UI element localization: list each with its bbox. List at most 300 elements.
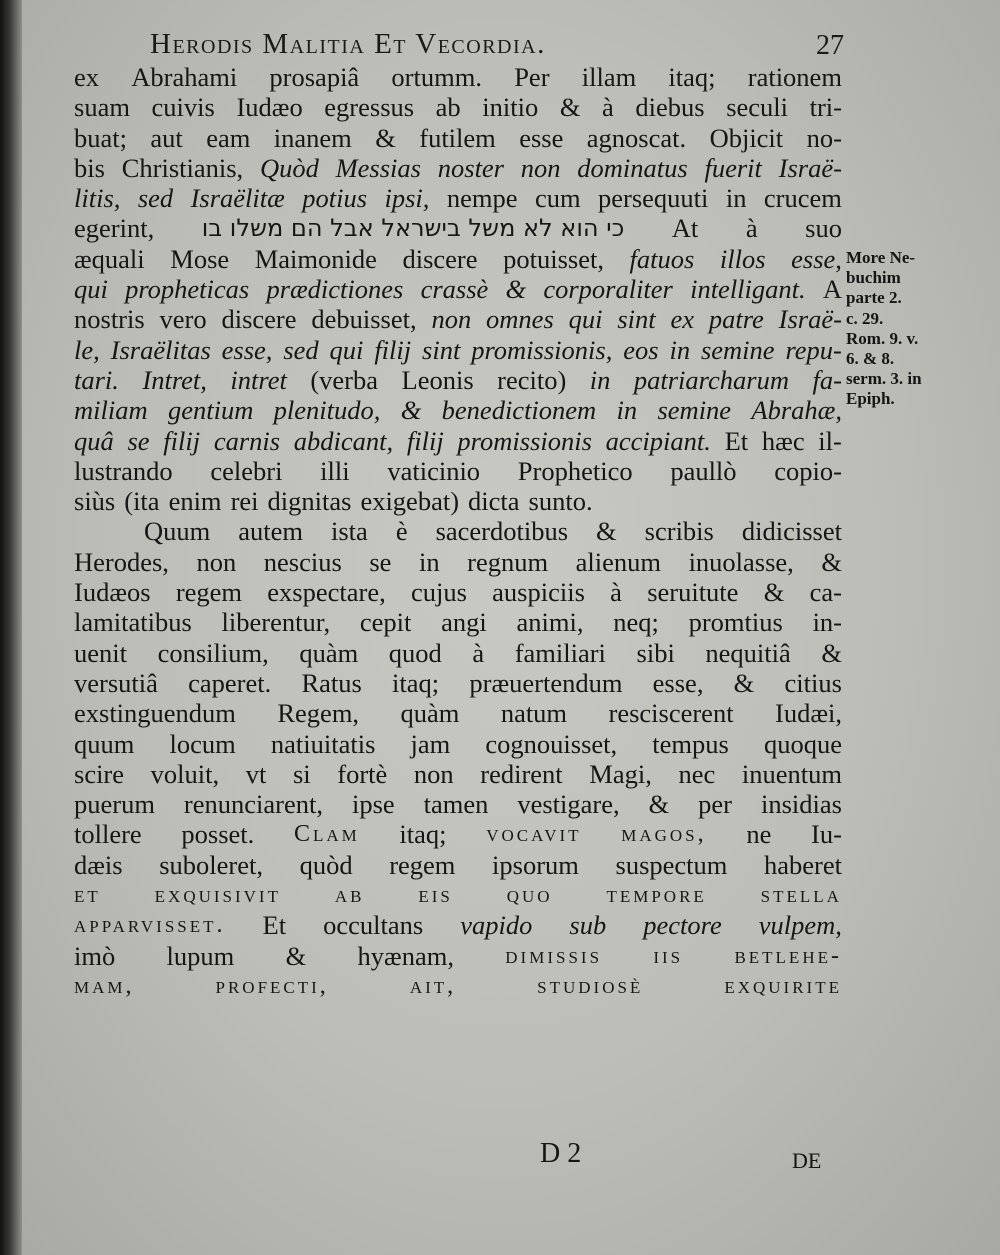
text-word: itaq;	[399, 819, 447, 850]
text-word: quo	[506, 882, 553, 909]
text-word: esse,	[652, 667, 704, 698]
text-word: à	[472, 637, 485, 668]
text-word: intelligant.	[690, 274, 806, 305]
text-line	[74, 638, 842, 668]
text-word: tari.	[74, 364, 119, 395]
text-line	[74, 426, 842, 456]
text-word: Et	[724, 425, 749, 456]
text-line	[74, 183, 842, 213]
text-line	[74, 456, 842, 486]
text-word: propheticas	[125, 274, 250, 305]
text-word: vaticinio	[387, 455, 481, 486]
text-word: Iudæi,	[775, 698, 842, 729]
text-word: Et	[262, 910, 287, 941]
text-word: Prophetico	[517, 455, 633, 486]
text-word: crucem	[763, 183, 842, 214]
text-word: Herodes,	[74, 546, 169, 577]
text-word: itaq;	[668, 62, 716, 92]
text-word: hæc	[761, 425, 805, 456]
text-word: ab	[334, 882, 365, 909]
text-word: carnis	[213, 425, 281, 456]
text-word: neq;	[613, 607, 659, 638]
text-word: lustrando	[74, 455, 173, 486]
text-word: no-	[806, 122, 842, 153]
text-word: Regem,	[277, 698, 360, 729]
text-word: ortumm.	[391, 62, 482, 92]
text-word: intret	[230, 364, 287, 395]
text-word: inuolasse,	[688, 546, 794, 577]
text-word: Iu-	[811, 819, 842, 850]
text-word: prosapiâ	[269, 62, 360, 92]
text-line	[74, 607, 842, 637]
text-word: alienum	[575, 546, 662, 577]
text-word: &	[559, 92, 581, 123]
text-line	[74, 698, 842, 728]
text-word: pectore	[643, 910, 722, 941]
text-word: posset.	[181, 819, 255, 850]
text-word: Israëlitæ	[190, 183, 285, 214]
text-word: ne	[746, 819, 772, 850]
text-word: exigebat)	[360, 486, 460, 517]
text-word: in	[589, 364, 611, 395]
text-word: discere	[402, 243, 478, 274]
text-word: litis,	[74, 183, 121, 214]
text-word: magos,	[621, 821, 707, 848]
text-word: qui	[74, 274, 108, 305]
text-word: dimissis	[505, 942, 603, 969]
text-line	[74, 244, 842, 274]
text-word: redirent	[480, 758, 563, 789]
text-word: Ratus	[301, 667, 362, 698]
text-word: initio	[482, 92, 539, 123]
text-word: in	[616, 395, 638, 426]
text-word: &	[505, 274, 527, 305]
text-word: hyænam,	[357, 940, 454, 971]
gutter-shadow	[0, 0, 22, 1255]
text-word: caperet.	[188, 667, 272, 698]
text-word: esse,	[791, 243, 842, 274]
text-word: exquirite	[724, 972, 842, 999]
text-word: nempe	[446, 183, 518, 214]
text-line	[74, 153, 842, 183]
text-word: vocavit	[486, 821, 582, 848]
main-text	[74, 62, 842, 1001]
text-word: sacerdotibus	[435, 516, 569, 547]
text-word: fuerit	[704, 152, 762, 183]
text-line	[74, 92, 842, 122]
text-word: natiuitatis	[270, 728, 376, 759]
text-word: regem	[175, 577, 243, 608]
text-word: cepit	[359, 607, 412, 638]
text-word: potius	[302, 183, 368, 214]
text-word: per	[698, 789, 733, 820]
margin-note-line: serm. 3. in	[846, 369, 922, 389]
text-word: inanem	[273, 122, 352, 153]
text-word: vero	[159, 304, 207, 335]
text-word: patre	[708, 304, 764, 335]
text-word: fortè	[337, 758, 388, 789]
text-word: buat;	[74, 122, 127, 153]
text-word: locum	[169, 728, 236, 759]
text-word: &	[763, 577, 785, 608]
text-word: non	[413, 758, 454, 789]
text-word: cuivis	[151, 92, 215, 123]
text-word: quàm	[400, 698, 460, 729]
text-line	[74, 941, 842, 971]
text-word: et	[74, 882, 101, 909]
text-word: &	[648, 789, 670, 820]
text-word: betlehe-	[734, 942, 842, 969]
text-word: Clam	[293, 821, 360, 848]
text-word: crassè	[420, 274, 489, 305]
text-word: &	[285, 940, 307, 971]
text-word: inuentum	[741, 758, 842, 789]
text-word: (verba	[310, 364, 379, 395]
text-word: familiari	[514, 637, 606, 668]
text-word: nequitiâ	[705, 637, 791, 668]
text-word: quâ	[74, 425, 114, 456]
text-word: nostris	[74, 304, 145, 335]
text-word: Intret,	[142, 364, 207, 395]
text-word: cum	[534, 183, 581, 214]
text-word: Israë-	[778, 304, 842, 335]
text-word: suboleret,	[159, 849, 263, 880]
text-word: Christianis,	[121, 152, 244, 183]
text-word: non	[520, 152, 561, 183]
text-line	[74, 729, 842, 759]
text-word: scire	[74, 758, 125, 789]
text-word: qui	[329, 334, 364, 365]
text-word: recito)	[497, 364, 567, 395]
text-word: noster	[437, 152, 504, 183]
text-word: versutiâ	[74, 667, 158, 698]
text-word: patriarcharum	[633, 364, 789, 395]
text-word: natum	[500, 698, 568, 729]
text-word: celebri	[210, 455, 283, 486]
text-word: paullò	[670, 455, 737, 486]
text-word: le,	[74, 334, 100, 365]
text-word: cognouisset,	[485, 728, 618, 759]
text-word: angi	[441, 607, 487, 638]
text-word: quòd	[299, 849, 353, 880]
text-word: &	[821, 546, 842, 577]
text-word: tri-	[809, 92, 842, 123]
text-line	[74, 971, 842, 1001]
text-word: Israë-	[778, 152, 842, 183]
text-word: illi	[320, 455, 350, 486]
text-word: Per	[514, 62, 550, 92]
text-word: illos	[719, 243, 766, 274]
text-word: è	[395, 516, 408, 547]
text-word: nescius	[263, 546, 342, 577]
text-line	[74, 789, 842, 819]
text-word: Abrahami	[131, 62, 238, 92]
text-word: &	[596, 516, 617, 547]
text-word: consilium,	[157, 637, 269, 668]
text-word: eos	[623, 334, 659, 365]
text-word: rei	[230, 486, 259, 517]
text-word: quoque	[763, 728, 842, 759]
text-word: tamen	[423, 789, 489, 820]
text-line	[74, 365, 842, 395]
text-word: à	[745, 213, 758, 244]
text-word: filij	[374, 334, 412, 365]
text-word: filij	[163, 425, 201, 456]
text-word: exquisivit	[154, 882, 281, 909]
text-word: quod	[388, 637, 442, 668]
text-word: exstinguendum	[74, 698, 236, 729]
running-head	[150, 28, 844, 64]
text-word: sint	[617, 304, 656, 335]
text-word: dominatus	[577, 152, 688, 183]
text-word: Mose	[170, 243, 230, 274]
text-word: ex	[74, 62, 100, 92]
text-word: si	[292, 758, 311, 789]
text-word: stella	[760, 882, 842, 909]
text-word: esse,	[221, 334, 273, 365]
text-word: Messias	[335, 152, 421, 183]
text-word: insidias	[760, 789, 842, 820]
text-word: voluit,	[150, 758, 220, 789]
text-word: à	[602, 92, 614, 123]
text-word: כי הוא לא משל בישראל אבל הם משלו בו	[201, 214, 625, 243]
text-word: in-	[812, 607, 842, 638]
text-line	[74, 395, 842, 425]
text-word: apparvisset.	[74, 912, 226, 939]
text-word: debuisset,	[311, 304, 417, 335]
text-word: liberentur,	[221, 607, 331, 638]
text-word: Iudæos	[74, 577, 151, 608]
text-word: A	[822, 274, 842, 305]
text-word: quum	[74, 728, 135, 759]
text-word: vapido	[460, 910, 533, 941]
text-word: eis	[418, 882, 453, 909]
text-line	[74, 819, 842, 849]
text-line	[74, 577, 842, 607]
text-word: haberet	[764, 849, 842, 880]
text-word: Maimonide	[254, 243, 377, 274]
text-word: Quum	[144, 516, 211, 547]
text-line	[74, 910, 842, 940]
text-word: &	[733, 667, 755, 698]
text-word: autem	[238, 516, 303, 547]
text-word: filij	[406, 425, 444, 456]
margin-note-line: buchim	[846, 268, 901, 288]
text-word: suam	[74, 92, 130, 123]
text-word: rationem	[747, 62, 842, 92]
margin-note-line: Epiph.	[846, 389, 895, 409]
text-line	[74, 213, 842, 243]
text-word: &	[821, 637, 842, 668]
text-word: citius	[784, 667, 842, 698]
text-word: vt	[245, 758, 267, 789]
text-word: regnum	[467, 546, 549, 577]
text-word: egressus	[324, 92, 415, 123]
text-word: ca-	[809, 577, 842, 608]
text-word: seculi	[726, 92, 788, 123]
text-word: lamitatibus	[74, 607, 192, 638]
text-word: sed	[283, 334, 319, 365]
text-word: agnoscat.	[586, 122, 687, 153]
text-word: ipsi,	[384, 183, 430, 214]
text-word: Iudæo	[236, 92, 303, 123]
text-word: copio-	[774, 455, 842, 486]
text-word: auspiciis	[492, 577, 585, 608]
text-word: miliam	[74, 395, 148, 426]
text-line	[74, 547, 842, 577]
page-number: 27	[816, 30, 844, 61]
text-word: Leonis	[401, 364, 474, 395]
text-word: persequuti	[598, 183, 709, 214]
text-word: potuisset,	[503, 243, 604, 274]
text-word: iis	[653, 942, 684, 969]
text-word: ipsorum	[492, 849, 579, 880]
text-word: At	[671, 213, 699, 244]
text-word: Quòd	[259, 152, 319, 183]
text-line	[74, 850, 842, 880]
text-word: imò	[74, 940, 116, 971]
text-word: dignitas	[267, 486, 352, 517]
text-word: scribis	[644, 516, 714, 547]
text-word: promtius	[688, 607, 783, 638]
text-word: tollere	[74, 819, 142, 850]
text-word: puerum	[74, 789, 155, 820]
margin-note-line: Rom. 9. v.	[846, 328, 919, 348]
text-line	[74, 274, 842, 304]
text-word: semine	[657, 395, 732, 426]
margin-note-line: parte 2.	[846, 288, 902, 308]
text-word: esse	[519, 122, 564, 153]
text-word: lupum	[166, 940, 235, 971]
text-word: sibi	[636, 637, 675, 668]
text-word: ex	[670, 304, 694, 335]
text-word: fatuos	[629, 243, 695, 274]
text-word: Objicit	[709, 122, 784, 153]
text-word: quàm	[299, 637, 359, 668]
text-word: aut	[150, 122, 183, 153]
running-title: Herodis Malitia Et Vecordia.	[150, 28, 546, 60]
text-word: resciscerent	[608, 698, 734, 729]
text-word: dicta	[468, 486, 520, 517]
text-word: sub	[569, 910, 607, 941]
text-word: se	[127, 425, 150, 456]
text-word: discere	[221, 304, 297, 335]
text-word: semine	[700, 334, 775, 365]
text-word: mam,	[74, 972, 135, 999]
text-word: regem	[389, 849, 456, 880]
catchword: DE	[792, 1148, 822, 1173]
text-word: nec	[678, 758, 716, 789]
text-word: tempus	[652, 728, 729, 759]
text-word: futilem	[419, 122, 496, 153]
text-word: enim	[168, 486, 222, 517]
text-word: egerint,	[74, 213, 155, 244]
text-word: studiosè	[537, 972, 644, 999]
text-word: in	[725, 183, 747, 214]
text-word: à	[610, 577, 622, 608]
text-word: prædictiones	[266, 274, 404, 305]
text-word: exspectare,	[267, 577, 386, 608]
text-word: Abrahæ,	[751, 395, 842, 426]
text-word: fa-	[812, 364, 842, 395]
text-word: (ita	[124, 486, 160, 517]
text-word: ipse	[351, 789, 395, 820]
text-word: in	[418, 546, 440, 577]
text-word: sint	[422, 334, 461, 365]
text-word: gentium	[167, 395, 254, 426]
text-line	[74, 335, 842, 365]
margin-note-line: c. 29.	[846, 308, 884, 328]
text-word: uenit	[74, 637, 127, 668]
text-word: occultans	[323, 910, 424, 941]
text-word: qui	[568, 304, 603, 335]
text-word: jam	[410, 728, 451, 759]
text-word: plenitudo,	[273, 395, 381, 426]
text-word: sunto.	[528, 486, 593, 517]
text-word: suspectum	[615, 849, 728, 880]
text-word: dæis	[74, 849, 123, 880]
text-word: abdicant,	[293, 425, 394, 456]
text-word: &	[400, 395, 422, 426]
text-word: itaq;	[392, 667, 440, 698]
text-word: cujus	[410, 577, 467, 608]
text-word: tempore	[606, 882, 707, 909]
text-word: præuertendum	[469, 667, 623, 698]
text-word: non	[431, 304, 472, 335]
text-word: &	[375, 122, 396, 153]
text-word: vulpem,	[758, 910, 842, 941]
margin-notes	[846, 248, 966, 410]
text-word: ab	[435, 92, 461, 123]
margin-note-line: More Ne-	[846, 248, 916, 267]
text-word: accipiant.	[605, 425, 711, 456]
text-word: corporaliter	[543, 274, 673, 305]
text-word: vestigare,	[517, 789, 620, 820]
text-word: sed	[137, 183, 174, 214]
text-word: animi,	[516, 607, 584, 638]
text-word: ait,	[409, 972, 457, 999]
text-word: il-	[818, 425, 842, 456]
text-word: repu-	[785, 334, 842, 365]
text-word: eam	[206, 122, 251, 153]
text-line	[74, 668, 842, 698]
text-line	[74, 62, 842, 92]
text-line	[74, 304, 842, 334]
text-word: non	[196, 546, 237, 577]
text-word: Magi,	[589, 758, 652, 789]
text-word: illam	[581, 62, 637, 92]
text-word: promissionis	[457, 425, 592, 456]
text-word: Israëlitas	[110, 334, 211, 365]
text-word: renunciarent,	[183, 789, 323, 820]
text-word: didicisset	[741, 516, 842, 547]
text-word: bis	[74, 152, 105, 183]
text-word: æquali	[74, 243, 145, 274]
text-word: benedictionem	[441, 395, 597, 426]
text-word: suo	[805, 213, 842, 244]
text-word: seruitute	[647, 577, 739, 608]
text-line	[74, 123, 842, 153]
text-word: ista	[331, 516, 368, 547]
text-line	[74, 486, 842, 516]
text-word: promissionis,	[471, 334, 613, 365]
margin-note-line: 6. & 8.	[846, 349, 895, 369]
text-word: diebus	[635, 92, 705, 123]
text-word: se	[369, 546, 392, 577]
text-word: in	[669, 334, 691, 365]
text-line	[74, 516, 842, 546]
signature-mark: D 2	[540, 1138, 582, 1169]
